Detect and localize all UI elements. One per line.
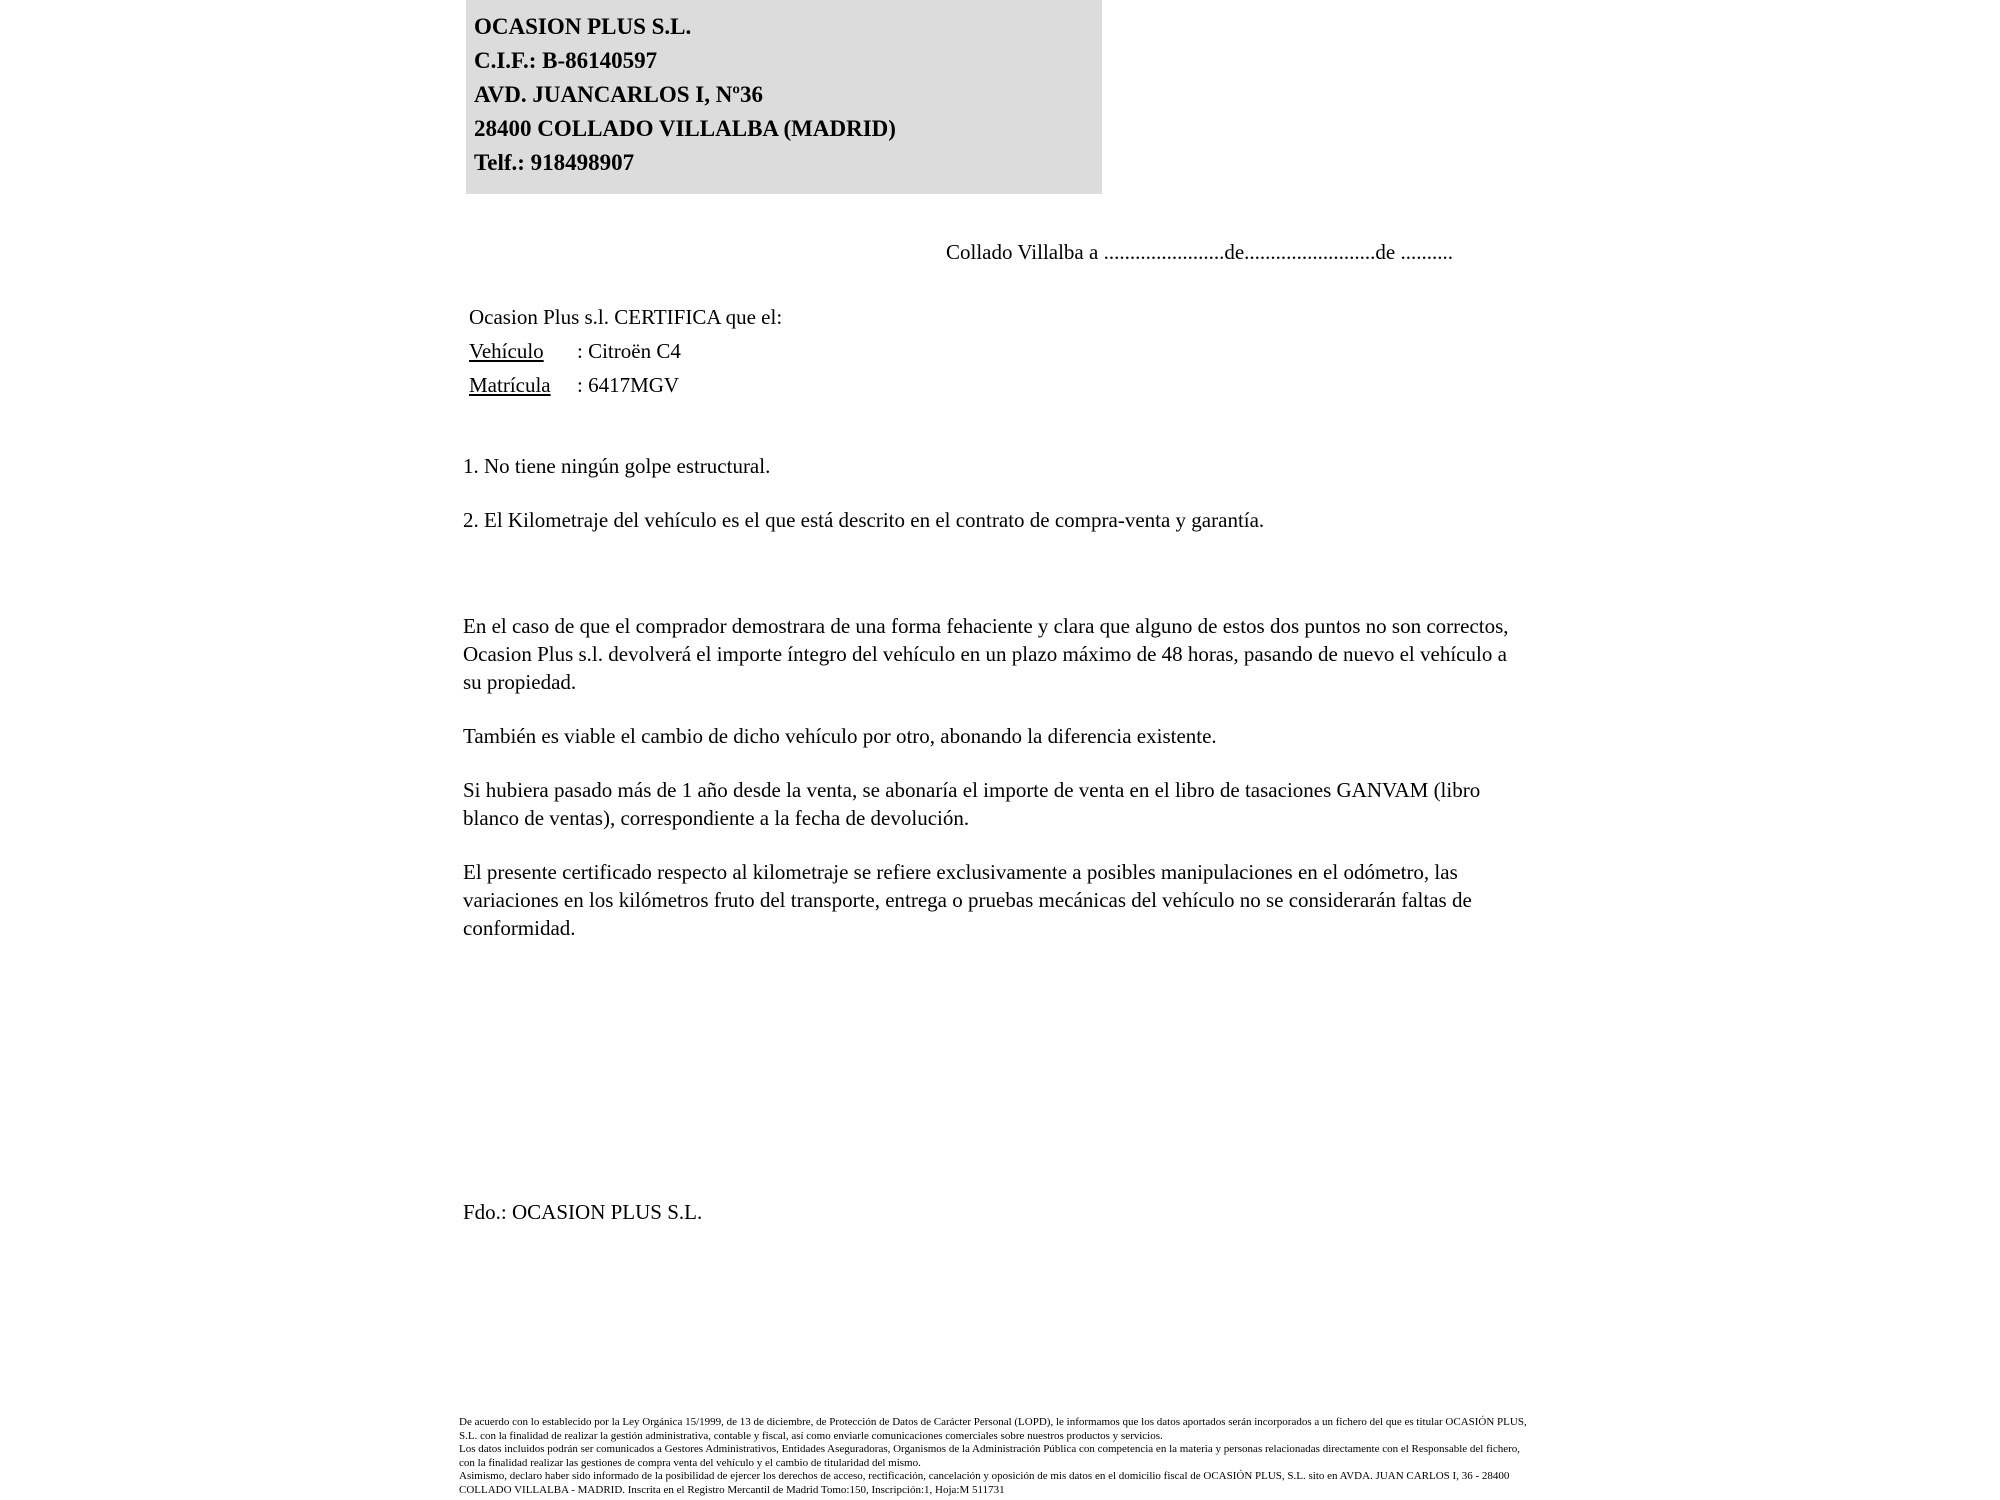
company-city: 28400 COLLADO VILLALBA (MADRID) bbox=[474, 116, 896, 141]
company-cif: C.I.F.: B-86140597 bbox=[474, 48, 658, 73]
company-header-box bbox=[466, 0, 1102, 194]
date-line: Collado Villalba a .......................de.........................de .......... bbox=[946, 240, 1453, 264]
paragraph-ganvam: Si hubiera pasado más de 1 año desde la venta, se abonaría el importe de venta en el libro de tasaciones GANVAM (libro blanco de ventas), correspondiente a la fecha de devolución. bbox=[463, 778, 1481, 830]
points-block bbox=[463, 452, 1523, 560]
company-name: OCASION PLUS S.L. bbox=[474, 14, 692, 39]
plate-label: Matrícula bbox=[469, 373, 551, 397]
legal-footer bbox=[459, 1416, 1537, 1497]
plate-value: : 6417MGV bbox=[577, 373, 680, 397]
certification-block bbox=[469, 300, 782, 402]
paragraph-odometer: El presente certificado respecto al kilometraje se refiere exclusivamente a posibles manipulaciones en el odómetro, las variaciones en los kilómetros fruto del transporte, entrega o pruebas mecánicas del vehículo no se considerarán faltas de conformidad. bbox=[463, 860, 1472, 940]
plate-row bbox=[469, 368, 782, 402]
paragraph-refund: En el caso de que el comprador demostrara de una forma fehaciente y clara que alguno de estos dos puntos no son correctos, Ocasion Plus s.l. devolverá el importe íntegro del vehículo en un plazo máximo de 48 horas, pasando de nuevo el vehículo a su propiedad. bbox=[463, 614, 1509, 694]
point-2: 2. El Kilometraje del vehículo es el que está descrito en el contrato de compra-venta y garantía. bbox=[463, 508, 1265, 532]
signature-line: Fdo.: OCASION PLUS S.L. bbox=[463, 1200, 703, 1224]
vehicle-value: : Citroën C4 bbox=[577, 339, 681, 363]
company-address: AVD. JUANCARLOS I, Nº36 bbox=[474, 82, 763, 107]
legal-paragraph-lopd: De acuerdo con lo establecido por la Ley Orgánica 15/1999, de 13 de diciembre, de Protección de Datos de Carácter Personal (LOPD), le informamos que los datos aportados serán incorporados a un fichero del que es titular OCASIÓN PLUS, S.L. con la finalidad de realizar la gestión administrativa, contable y fiscal, así como enviarle comunicaciones comerciales sobre nuestros productos y servicios. bbox=[459, 1416, 1527, 1442]
company-phone: Telf.: 918498907 bbox=[474, 150, 635, 175]
legal-paragraph-data-sharing: Los datos incluidos podrán ser comunicados a Gestores Administrativos, Entidades Aseguradoras, Organismos de la Administración Pública con competencia en la materia y personas relacionadas directamente con el Responsable del fichero, con la finalidad realizar las gestiones de compra venta del vehículo y el cambio de titularidad del mismo. bbox=[459, 1443, 1520, 1469]
paragraph-exchange: También es viable el cambio de dicho vehículo por otro, abonando la diferencia existente. bbox=[463, 724, 1217, 748]
point-1: 1. No tiene ningún golpe estructural. bbox=[463, 454, 771, 478]
body-block bbox=[463, 612, 1523, 968]
certifies-intro: Ocasion Plus s.l. CERTIFICA que el: bbox=[469, 305, 783, 329]
legal-paragraph-rights: Asimismo, declaro haber sido informado de la posibilidad de ejercer los derechos de acceso, rectificación, cancelación y oposición de mis datos en el domicilio fiscal de OCASIÓN PLUS, S.L. sito en AVDA. JUAN CARLOS I, 36 - 28400 COLLADO VILLALBA - MADRID. Inscrita en el Registro Mercantil de Madrid Tomo:150, Inscripción:1, Hoja:M 511731 bbox=[459, 1470, 1510, 1496]
vehicle-label: Vehículo bbox=[469, 339, 544, 363]
vehicle-row bbox=[469, 334, 782, 368]
